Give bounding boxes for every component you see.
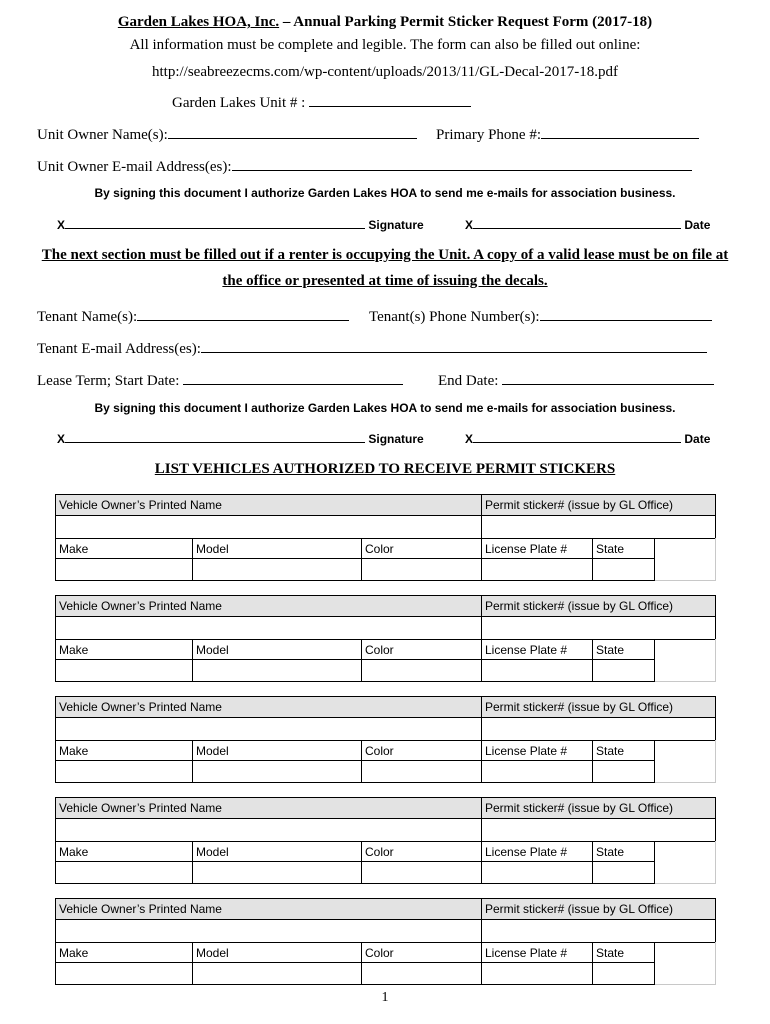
color-input[interactable] [361, 962, 482, 985]
state-input[interactable] [592, 861, 655, 884]
owner-name-input[interactable] [55, 717, 482, 741]
model-input[interactable] [192, 861, 362, 884]
model-header: Model [192, 538, 362, 559]
vehicle-block-3 [55, 696, 716, 783]
tenant-signature-field[interactable] [65, 430, 365, 443]
tenant-signature-row [57, 430, 424, 446]
license-plate-input[interactable] [481, 760, 593, 783]
make-input[interactable] [55, 659, 193, 682]
permit-sticker-input[interactable] [481, 515, 716, 539]
owner-name-input[interactable] [55, 818, 482, 842]
color-header: Color [361, 538, 482, 559]
tenant-email-row [37, 338, 707, 358]
owner-name-header: Vehicle Owner’s Printed Name [55, 696, 482, 718]
make-input[interactable] [55, 962, 193, 985]
title-rest: – Annual Parking Permit Sticker Request Form (2017-18) [279, 14, 653, 30]
signature-label: Signature [368, 432, 424, 446]
permit-sticker-header: Permit sticker# (issue by GL Office) [481, 898, 716, 920]
owner-phone-row [436, 124, 699, 144]
tenant-email-field[interactable] [201, 338, 707, 353]
model-input[interactable] [192, 659, 362, 682]
lease-start-label: Lease Term; Start Date: [37, 373, 180, 389]
x-mark: X [57, 218, 66, 232]
state-input[interactable] [592, 962, 655, 985]
make-header: Make [55, 538, 193, 559]
state-header: State [592, 841, 655, 862]
model-input[interactable] [192, 558, 362, 581]
color-header: Color [361, 639, 482, 660]
license-plate-header: License Plate # [481, 538, 593, 559]
permit-sticker-header: Permit sticker# (issue by GL Office) [481, 494, 716, 516]
tenant-phone-label: Tenant(s) Phone Number(s): [369, 309, 540, 325]
model-header: Model [192, 841, 362, 862]
license-plate-header: License Plate # [481, 740, 593, 761]
vehicle-block-1 [55, 494, 716, 581]
model-input[interactable] [192, 760, 362, 783]
form-title [0, 14, 770, 31]
empty-cell [654, 639, 716, 682]
owner-email-field[interactable] [232, 156, 692, 171]
owner-name-header: Vehicle Owner’s Printed Name [55, 797, 482, 819]
empty-cell [654, 740, 716, 783]
permit-sticker-header: Permit sticker# (issue by GL Office) [481, 797, 716, 819]
owner-phone-field[interactable] [541, 124, 699, 139]
owner-authorization-text: By signing this document I authorize Garden Lakes HOA to send me e-mails for association business. [94, 186, 676, 200]
license-plate-header: License Plate # [481, 639, 593, 660]
page-number: 1 [381, 990, 389, 1005]
make-header: Make [55, 942, 193, 963]
make-header: Make [55, 841, 193, 862]
x-mark: X [465, 432, 474, 446]
tenant-phone-field[interactable] [540, 306, 712, 321]
state-input[interactable] [592, 760, 655, 783]
form-url: http://seabreezecms.com/wp-content/uploads/2013/11/GL-Decal-2017-18.pdf [152, 64, 618, 80]
lease-end-row [438, 370, 714, 390]
owner-name-input[interactable] [55, 919, 482, 943]
lease-end-label: End Date: [438, 373, 499, 389]
x-mark: X [465, 218, 474, 232]
color-header: Color [361, 841, 482, 862]
owner-name-header: Vehicle Owner’s Printed Name [55, 898, 482, 920]
tenant-name-row [37, 306, 349, 326]
state-header: State [592, 740, 655, 761]
model-header: Model [192, 639, 362, 660]
tenant-name-field[interactable] [137, 306, 349, 321]
owner-name-input[interactable] [55, 616, 482, 640]
make-input[interactable] [55, 558, 193, 581]
color-input[interactable] [361, 659, 482, 682]
color-input[interactable] [361, 760, 482, 783]
date-label: Date [684, 432, 711, 446]
owner-name-field[interactable] [168, 124, 417, 139]
renter-notice-line2: the office or presented at time of issuing the decals. [222, 273, 548, 289]
tenant-email-label: Tenant E-mail Address(es): [37, 341, 201, 357]
permit-sticker-input[interactable] [481, 919, 716, 943]
owner-name-header: Vehicle Owner’s Printed Name [55, 494, 482, 516]
model-header: Model [192, 942, 362, 963]
license-plate-header: License Plate # [481, 841, 593, 862]
color-header: Color [361, 740, 482, 761]
unit-number-row [172, 92, 471, 112]
tenant-authorization-text: By signing this document I authorize Garden Lakes HOA to send me e-mails for association business. [94, 401, 676, 415]
unit-number-field[interactable] [309, 92, 471, 107]
empty-cell [654, 538, 716, 581]
vehicle-block-2 [55, 595, 716, 682]
owner-name-row [37, 124, 417, 144]
state-header: State [592, 538, 655, 559]
permit-sticker-input[interactable] [481, 717, 716, 741]
model-input[interactable] [192, 962, 362, 985]
owner-phone-label: Primary Phone #: [436, 127, 541, 143]
owner-name-header: Vehicle Owner’s Printed Name [55, 595, 482, 617]
color-header: Color [361, 942, 482, 963]
vehicle-block-5 [55, 898, 716, 985]
title-org: Garden Lakes HOA, Inc. [117, 14, 280, 30]
state-header: State [592, 942, 655, 963]
state-header: State [592, 639, 655, 660]
permit-sticker-header: Permit sticker# (issue by GL Office) [481, 595, 716, 617]
lease-start-field[interactable] [183, 370, 403, 385]
tenant-name-label: Tenant Name(s): [37, 309, 138, 325]
permit-sticker-input[interactable] [481, 616, 716, 640]
model-header: Model [192, 740, 362, 761]
state-input[interactable] [592, 558, 655, 581]
tenant-date-row [465, 430, 710, 446]
make-header: Make [55, 740, 193, 761]
date-label: Date [684, 218, 711, 232]
x-mark: X [57, 432, 66, 446]
make-header: Make [55, 639, 193, 660]
state-input[interactable] [592, 659, 655, 682]
lease-end-field[interactable] [502, 370, 714, 385]
owner-signature-field[interactable] [65, 216, 365, 229]
license-plate-input[interactable] [481, 659, 593, 682]
owner-name-input[interactable] [55, 515, 482, 539]
vehicles-title: LIST VEHICLES AUTHORIZED TO RECEIVE PERMIT STICKERS [154, 461, 616, 477]
owner-signature-row [57, 216, 424, 232]
license-plate-input[interactable] [481, 962, 593, 985]
owner-date-field[interactable] [473, 216, 681, 229]
owner-date-row [465, 216, 710, 232]
color-input[interactable] [361, 558, 482, 581]
empty-cell [654, 841, 716, 884]
permit-sticker-header: Permit sticker# (issue by GL Office) [481, 696, 716, 718]
tenant-phone-row [369, 306, 712, 326]
make-input[interactable] [55, 861, 193, 884]
empty-cell [654, 942, 716, 985]
owner-email-row [37, 156, 692, 176]
owner-email-label: Unit Owner E-mail Address(es): [37, 159, 232, 175]
tenant-date-field[interactable] [473, 430, 681, 443]
license-plate-input[interactable] [481, 861, 593, 884]
license-plate-input[interactable] [481, 558, 593, 581]
permit-sticker-input[interactable] [481, 818, 716, 842]
color-input[interactable] [361, 861, 482, 884]
vehicle-block-4 [55, 797, 716, 884]
info-text: All information must be complete and legible. The form can also be filled out online: [129, 37, 641, 53]
signature-label: Signature [368, 218, 424, 232]
renter-notice-line1: The next section must be filled out if a renter is occupying the Unit. A copy of a valid lease must be on file at [41, 247, 729, 263]
unit-number-label: Garden Lakes Unit # : [172, 95, 306, 111]
owner-name-label: Unit Owner Name(s): [37, 127, 168, 143]
make-input[interactable] [55, 760, 193, 783]
license-plate-header: License Plate # [481, 942, 593, 963]
lease-start-row [37, 370, 403, 390]
